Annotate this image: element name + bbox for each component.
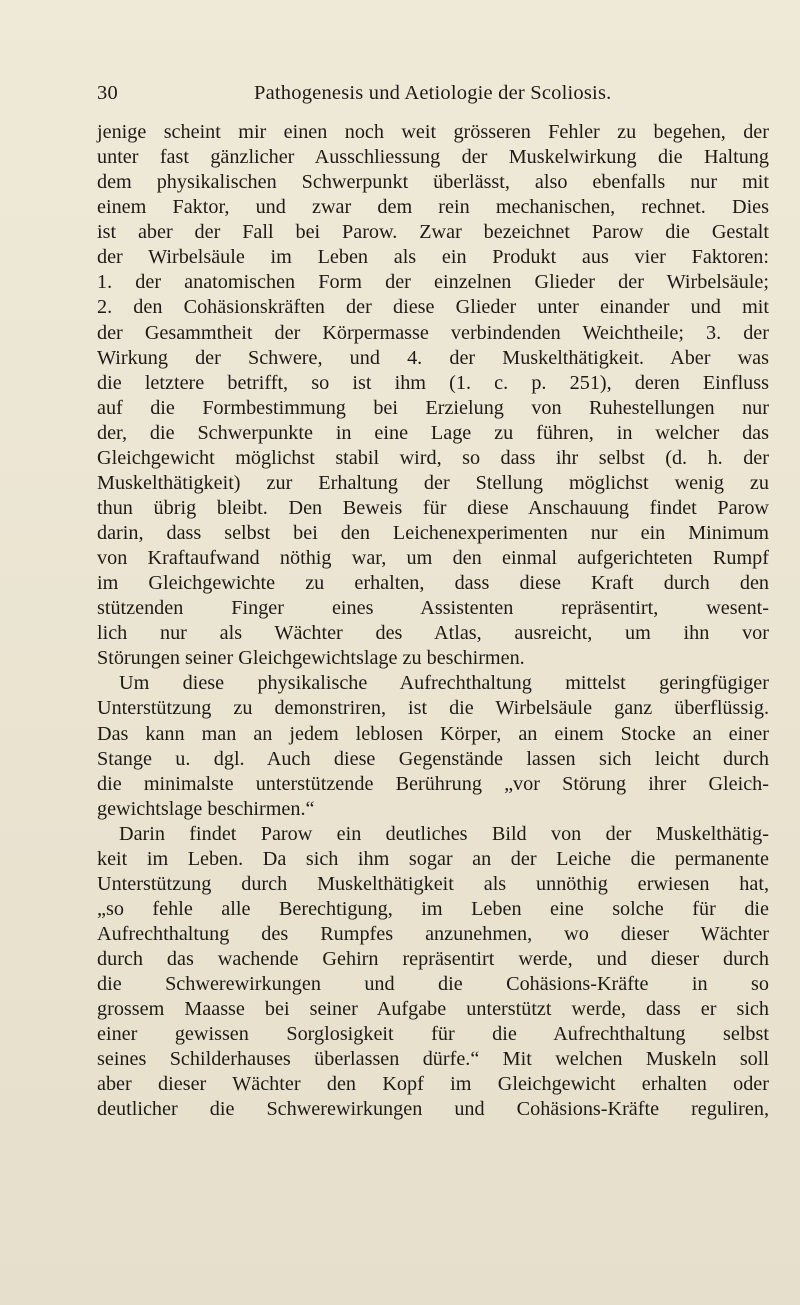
body-text (97, 120, 769, 1123)
text-line: Unterstützung durch Muskelthätigkeit als unnöthig erwiesen hat, (97, 872, 769, 895)
text-line: unter fast gänzlicher Ausschliessung der Muskelwirkung die Haltung (97, 146, 769, 169)
text-line: jenige scheint mir einen noch weit grösseren Fehler zu begehen, der (97, 121, 769, 143)
text-line: die Schwerewirkungen und die Cohäsions-Kräfte in so (97, 973, 769, 996)
text-line: thun übrig bleibt. Den Beweis für diese Anschauung findet Parow (97, 496, 769, 519)
text-line: dem physikalischen Schwerpunkt überlässt, also ebenfalls nur mit (97, 171, 769, 194)
text-line: seines Schilderhauses überlassen dürfe.“ Mit welchen Muskeln soll (97, 1048, 769, 1071)
text-line: die letztere betrifft, so ist ihm (1. c. p. 251), deren Einfluss (97, 371, 769, 394)
text-line: Gleichgewicht möglichst stabil wird, so dass ihr selbst (d. h. der (97, 446, 769, 469)
text-line: die minimalste unterstützende Berührung „vor Störung ihrer Gleich- (97, 772, 769, 795)
text-line: 2. den Cohäsionskräften der diese Glieder unter einander und mit (97, 296, 769, 319)
text-line: aber dieser Wächter den Kopf im Gleichgewicht erhalten oder (97, 1073, 769, 1096)
text-line: ist aber der Fall bei Parow. Zwar bezeichnet Parow die Gestalt (97, 221, 769, 244)
text-line: gewichtslage beschirmen.“ (97, 797, 315, 820)
text-line: Aufrechthaltung des Rumpfes anzunehmen, wo dieser Wächter (97, 923, 769, 945)
text-line: grossem Maasse bei seiner Aufgabe unterstützt werde, dass er sich (97, 998, 769, 1021)
text-line: einer gewissen Sorglosigkeit für die Aufrechthaltung selbst (97, 1023, 769, 1046)
text-line: keit im Leben. Da sich ihm sogar an der Leiche die permanente (97, 847, 769, 870)
text-line: 1. der anatomischen Form der einzelnen Glieder der Wirbelsäule; (97, 271, 769, 294)
text-line: auf die Formbestimmung bei Erzielung von Ruhestellungen nur (97, 396, 769, 419)
text-line: Muskelthätigkeit) zur Erhaltung der Stellung möglichst wenig zu (97, 471, 769, 494)
text-line: Stange u. dgl. Auch diese Gegenstände lassen sich leicht durch (97, 747, 769, 770)
text-line: Darin findet Parow ein deutliches Bild von der Muskelthätig- (119, 822, 769, 845)
text-line: Um diese physikalische Aufrechthaltung mittelst geringfügiger (119, 672, 769, 695)
page-header (97, 82, 777, 112)
text-line: darin, dass selbst bei den Leichenexperimenten nur ein Minimum (97, 522, 769, 544)
text-line: im Gleichgewichte zu erhalten, dass diese Kraft durch den (97, 572, 769, 595)
text-line: Wirkung der Schwere, und 4. der Muskelthätigkeit. Aber was (97, 346, 769, 369)
text-line: Störungen seiner Gleichgewichtslage zu beschirmen. (97, 647, 525, 670)
text-line: „so fehle alle Berechtigung, im Leben eine solche für die (97, 897, 769, 920)
running-title: Pathogenesis und Aetiologie der Scoliosis. (254, 82, 612, 104)
text-line: deutlicher die Schwerewirkungen und Cohäsions-Kräfte reguliren, (97, 1098, 769, 1121)
text-line: von Kraftaufwand nöthig war, um den einmal aufgerichteten Rumpf (97, 547, 769, 570)
text-line: der Gesammtheit der Körpermasse verbindenden Weichtheile; 3. der (97, 321, 769, 344)
text-line: Unterstützung zu demonstriren, ist die Wirbelsäule ganz überflüssig. (97, 697, 769, 720)
text-line: lich nur als Wächter des Atlas, ausreicht, um ihn vor (97, 622, 769, 645)
text-line: stützenden Finger eines Assistenten repräsentirt, wesent- (97, 597, 769, 620)
page-number: 30 (97, 82, 118, 104)
text-line: durch das wachende Gehirn repräsentirt werde, und dieser durch (97, 948, 769, 971)
text-line: der, die Schwerpunkte in eine Lage zu führen, in welcher das (97, 421, 769, 444)
text-line: einem Faktor, und zwar dem rein mechanischen, rechnet. Dies (97, 196, 769, 219)
text-line: der Wirbelsäule im Leben als ein Produkt aus vier Faktoren: (97, 246, 769, 269)
text-line: Das kann man an jedem leblosen Körper, an einem Stocke an einer (97, 722, 769, 745)
